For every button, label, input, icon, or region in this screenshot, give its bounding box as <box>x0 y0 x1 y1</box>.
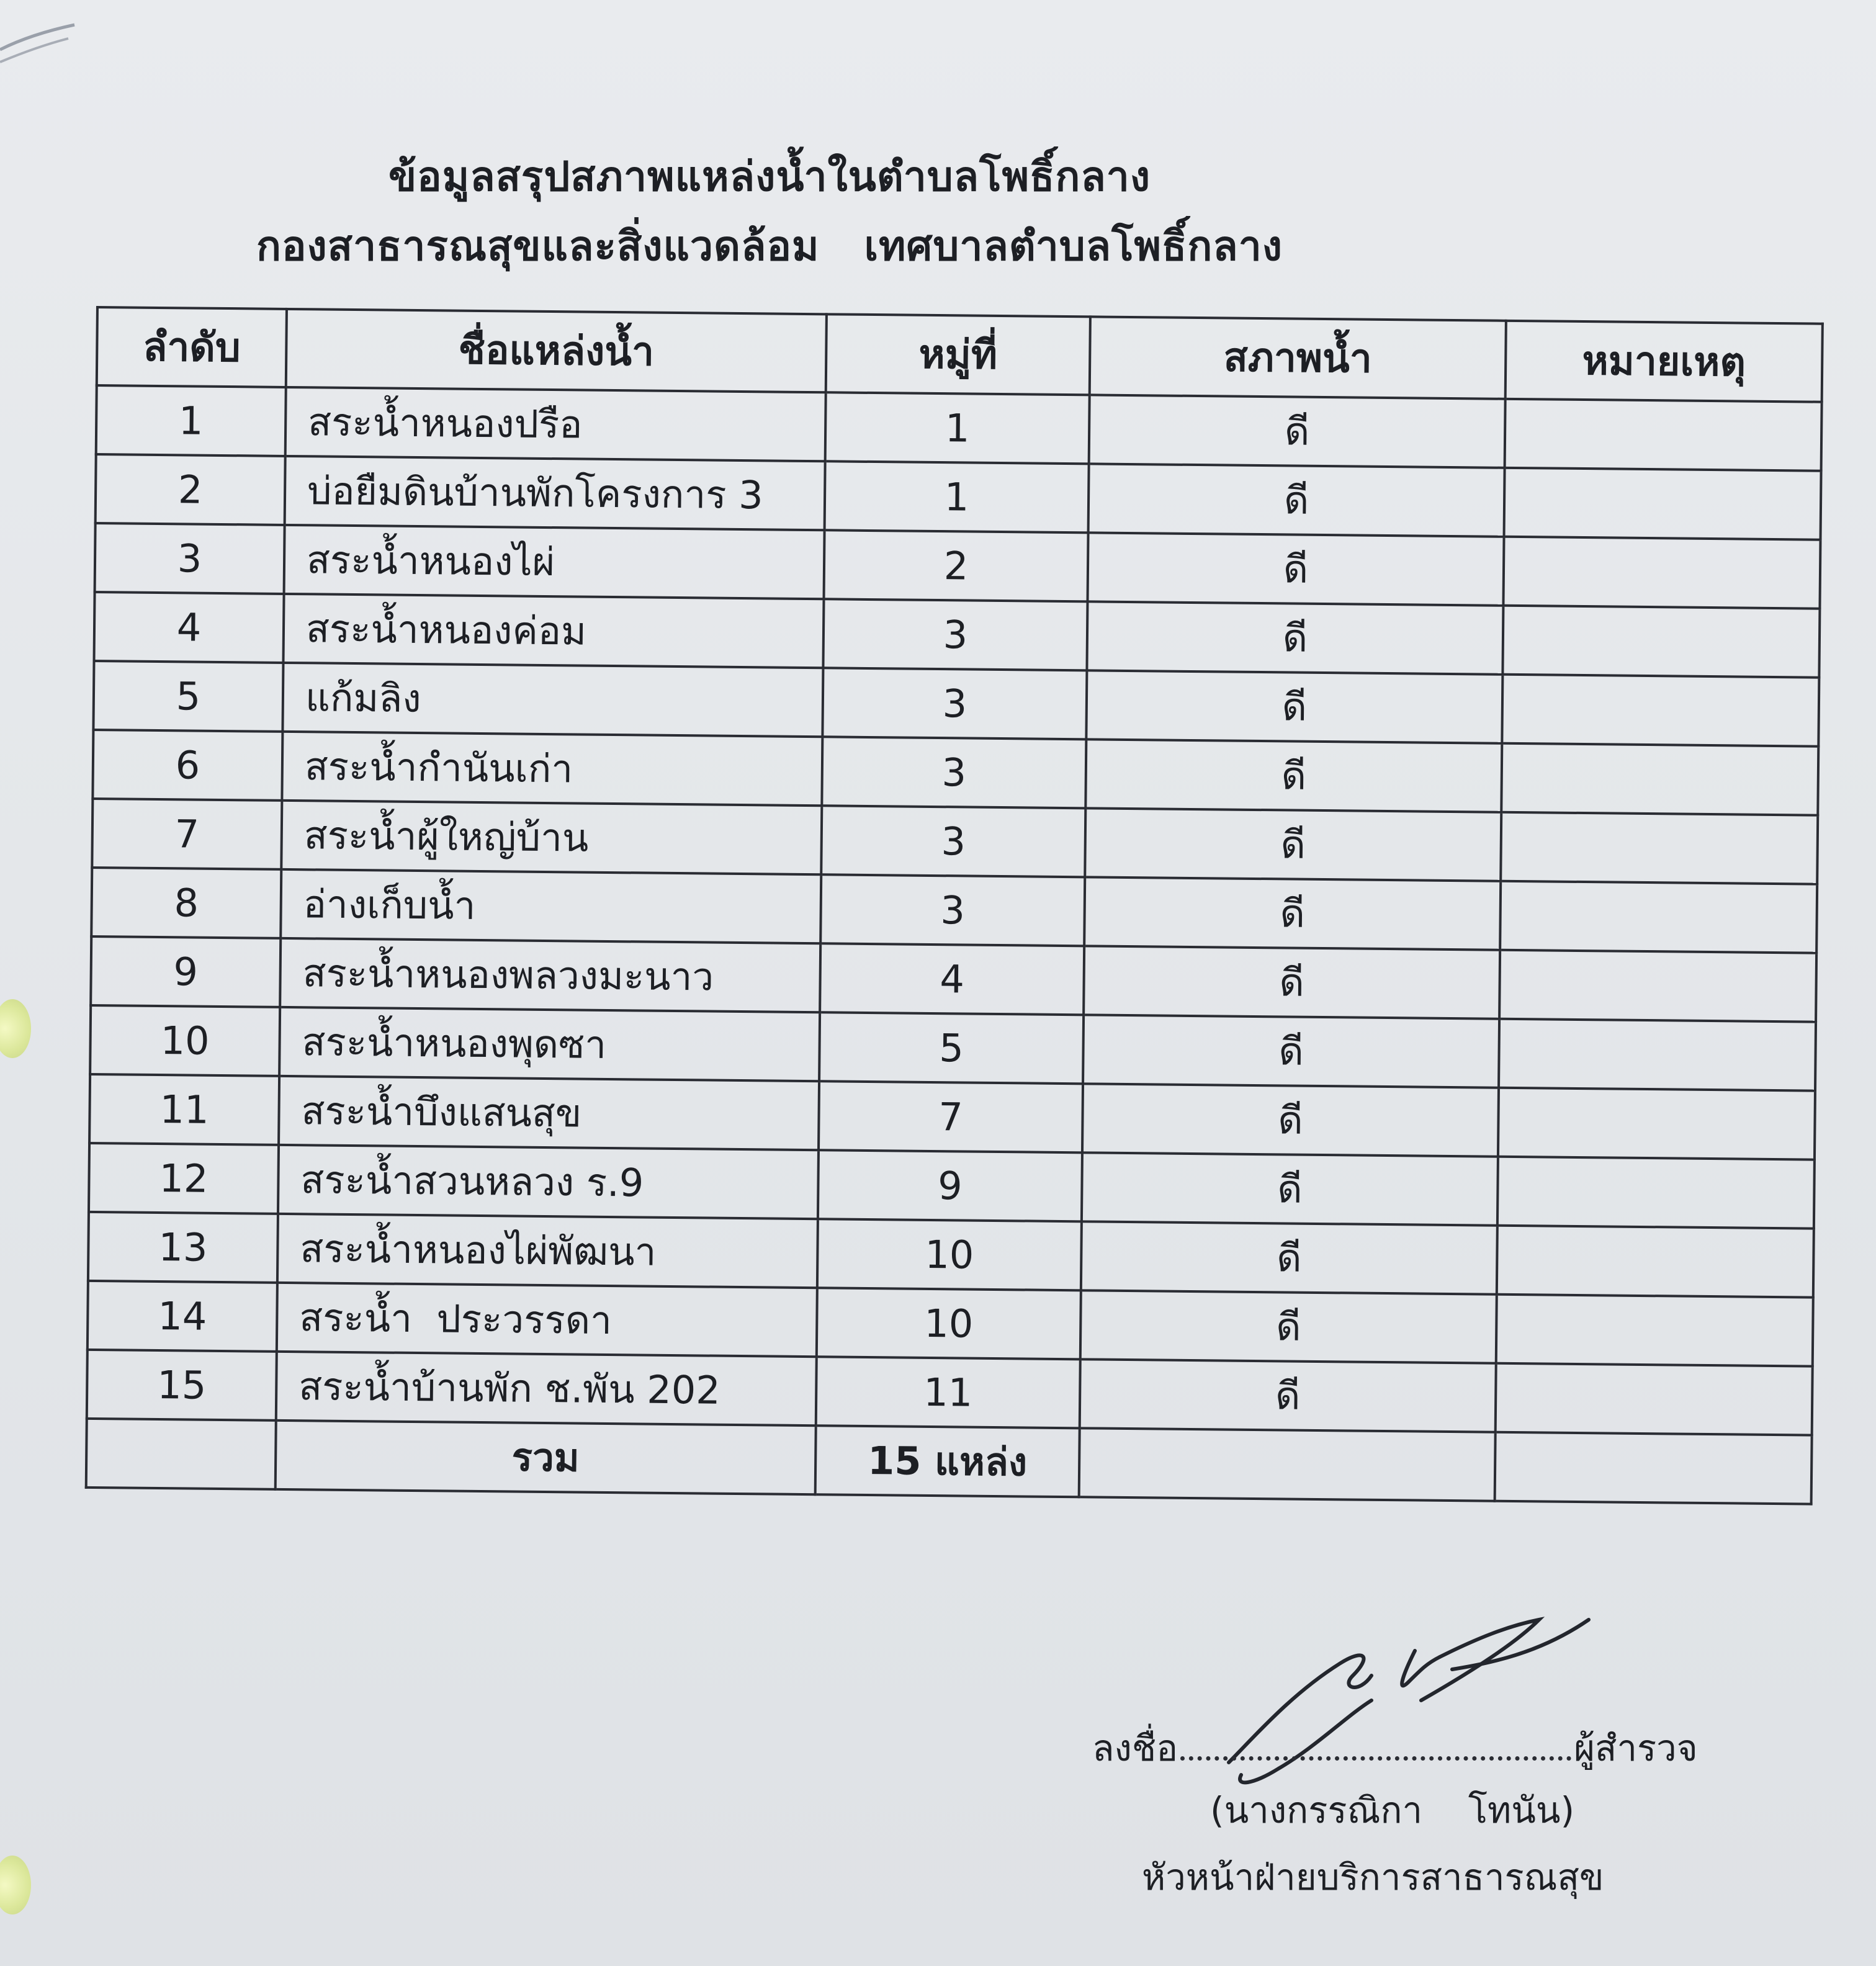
cell-name: สระน้ำหนองพุดซา <box>279 1007 820 1081</box>
cell-remark <box>1500 881 1817 953</box>
sign-prefix: ลงชื่อ <box>1092 1727 1178 1769</box>
document-subtitle: กองสาธารณสุขและสิ่งแวดล้อม เทศบาลตำบลโพธิ์กลาง <box>256 222 1283 270</box>
cell-no: 14 <box>88 1281 277 1352</box>
cell-remark <box>1502 675 1819 747</box>
cell-remark <box>1497 1226 1814 1298</box>
cell-moo: 3 <box>822 737 1086 808</box>
page-edge-marks <box>0 0 87 87</box>
water-source-table <box>85 306 1824 1506</box>
cell-no: 9 <box>91 936 281 1007</box>
cell-name: แก้มลิง <box>282 663 823 737</box>
cell-remark <box>1501 743 1818 815</box>
header-name: ชื่อแหล่งน้ำ <box>286 309 827 392</box>
cell-remark <box>1497 1157 1815 1229</box>
pen-stroke-marks <box>0 0 87 87</box>
punch-hole <box>0 999 31 1058</box>
cell-moo: 3 <box>822 668 1087 739</box>
cell-no: 13 <box>88 1212 278 1283</box>
cell-no: 4 <box>94 592 284 663</box>
cell-remark <box>1496 1363 1813 1435</box>
cell-condition: ดี <box>1087 601 1503 674</box>
cell-moo: 1 <box>825 392 1090 464</box>
signature-dotted-line <box>1180 1756 1571 1761</box>
cell-name: อ่างเก็บน้ำ <box>281 869 821 943</box>
cell-remark <box>1501 812 1818 884</box>
cell-remark <box>1505 399 1822 471</box>
cell-no: 6 <box>92 730 282 801</box>
total-empty-cell <box>1079 1428 1496 1501</box>
cell-condition: ดี <box>1085 739 1502 812</box>
cell-condition: ดี <box>1080 1290 1497 1363</box>
cell-remark <box>1499 950 1816 1022</box>
document-title: ข้อมูลสรุปสภาพแหล่งน้ำในตำบลโพธิ์กลาง <box>388 153 1151 200</box>
cell-name: สระน้ำหนองไผ่ <box>284 525 825 599</box>
cell-name: สระน้ำบึงแสนสุข <box>279 1076 819 1150</box>
cell-condition: ดี <box>1083 1015 1499 1087</box>
cell-moo: 10 <box>817 1219 1082 1290</box>
cell-remark <box>1496 1295 1813 1367</box>
cell-condition: ดี <box>1084 946 1500 1018</box>
cell-remark <box>1503 537 1820 609</box>
cell-condition: ดี <box>1085 808 1501 881</box>
header-condition: สภาพน้ำ <box>1090 316 1506 398</box>
cell-name: สระน้ำหนองไผ่พัฒนา <box>277 1214 818 1288</box>
cell-condition: ดี <box>1086 670 1502 743</box>
cell-name: สระน้ำสวนหลวง ร.9 <box>278 1145 819 1219</box>
cell-name: สระน้ำหนองค่อม <box>283 594 824 668</box>
cell-no: 10 <box>90 1005 280 1076</box>
cell-no: 8 <box>91 868 281 938</box>
signature-line <box>1092 1719 1698 1777</box>
header-remark: หมายเหตุ <box>1506 321 1823 402</box>
cell-no: 2 <box>96 454 285 525</box>
cell-moo: 9 <box>818 1150 1082 1221</box>
cell-moo: 3 <box>821 806 1085 877</box>
water-source-table-container <box>85 306 1821 1506</box>
cell-moo: 7 <box>819 1081 1083 1152</box>
cell-condition: ดี <box>1082 1084 1499 1156</box>
total-empty-cell <box>86 1419 276 1489</box>
header-no: ลำดับ <box>97 307 287 387</box>
cell-name: สระน้ำ ประวรรดา <box>277 1283 817 1357</box>
cell-no: 1 <box>96 385 286 456</box>
cell-condition: ดี <box>1088 464 1505 536</box>
cell-no: 3 <box>95 523 285 594</box>
cell-condition: ดี <box>1080 1359 1496 1432</box>
cell-moo: 1 <box>825 461 1089 532</box>
cell-moo: 2 <box>824 530 1088 601</box>
cell-moo: 5 <box>819 1012 1084 1084</box>
cell-moo: 11 <box>816 1357 1080 1428</box>
cell-condition: ดี <box>1081 1221 1497 1294</box>
total-empty-cell <box>1495 1432 1812 1504</box>
cell-name: สระน้ำบ้านพัก ช.พัน 202 <box>276 1352 817 1425</box>
cell-name: สระน้ำผู้ใหญ่บ้าน <box>281 801 822 874</box>
cell-condition: ดี <box>1082 1152 1498 1225</box>
cell-name: สระน้ำกำนันเก่า <box>282 732 822 806</box>
cell-remark <box>1498 1088 1815 1160</box>
cell-condition: ดี <box>1089 395 1506 467</box>
cell-condition: ดี <box>1088 532 1504 605</box>
cell-no: 12 <box>89 1143 279 1214</box>
total-label: รวม <box>276 1421 816 1494</box>
cell-remark <box>1504 468 1821 540</box>
sign-suffix: ผู้สำรวจ <box>1574 1727 1698 1769</box>
cell-moo: 3 <box>823 599 1087 670</box>
cell-no: 7 <box>92 799 282 869</box>
cell-remark <box>1502 606 1820 678</box>
cell-remark <box>1499 1019 1816 1091</box>
cell-name: บ่อยืมดินบ้านพักโครงการ 3 <box>285 456 825 530</box>
header-moo: หมู่ที่ <box>826 314 1090 395</box>
signer-name: (นางกรรณิกา โทนัน) <box>1210 1789 1575 1831</box>
cell-no: 5 <box>93 661 283 732</box>
cell-condition: ดี <box>1084 877 1501 949</box>
cell-moo: 4 <box>820 943 1084 1015</box>
cell-no: 15 <box>87 1350 277 1421</box>
signer-position: หัวหน้าฝ่ายบริการสาธารณสุข <box>1142 1856 1604 1898</box>
punch-hole <box>0 1856 31 1914</box>
cell-moo: 10 <box>817 1288 1081 1359</box>
cell-moo: 3 <box>820 874 1085 946</box>
cell-name: สระน้ำหนองพลวงมะนาว <box>280 938 820 1012</box>
cell-name: สระน้ำหนองปรือ <box>285 387 826 461</box>
total-value: 15 แหล่ง <box>815 1425 1080 1497</box>
cell-no: 11 <box>89 1074 279 1145</box>
